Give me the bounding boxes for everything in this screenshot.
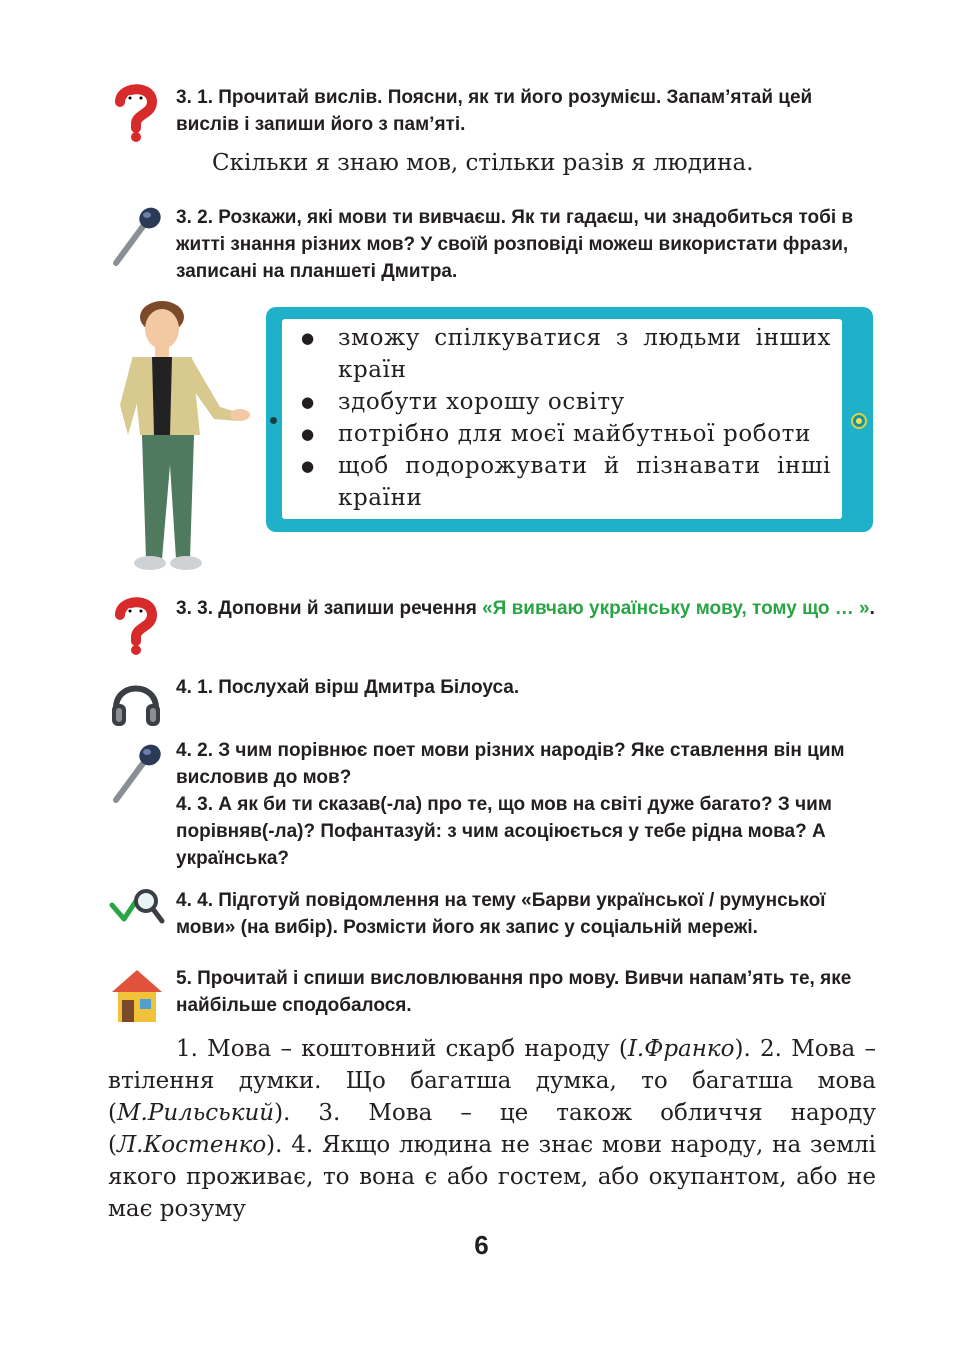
microphone-icon	[108, 205, 162, 267]
task-5: 5. Прочитай і спиши висловлювання про мову. Вивчи напам’ять те, яке найбільше сподобалося.	[176, 968, 852, 1016]
page-number: 6	[474, 1230, 489, 1260]
list-item: ● здобути хорошу освіту	[286, 386, 831, 418]
quotes-paragraph	[108, 1033, 876, 1225]
list-item: ● потрібно для моєї майбутньої роботи	[286, 418, 831, 450]
prose-text: ). 2. Мова – втілення думки. Що багатша думка, то багатша мова (	[108, 1036, 876, 1126]
tablet-home-button	[851, 413, 867, 429]
tablet-camera	[270, 417, 277, 424]
quote: Скільки я знаю мов, стільки разів я людина.	[212, 150, 754, 176]
task-3-3-sentence: «Я вивчаю українську мову, тому що … »	[482, 598, 870, 619]
task-4-1: 4. 1. Послухай вірш Дмитра Білоуса.	[176, 677, 520, 698]
prose-text: 1. Мова – коштовний скарб народу (	[176, 1036, 628, 1062]
task-4-4: 4. 4. Підготуй повідомлення на тему «Барви української / румунської мови» (на вибір). Розмісти його як запис у соціальній мережі.	[176, 890, 826, 938]
task-3-3-end: .	[869, 598, 875, 619]
boy-illustration	[110, 295, 270, 575]
magnifier-check-icon	[108, 885, 166, 931]
author-kostenko: Л.Костенко	[116, 1132, 267, 1158]
headphones-icon	[108, 672, 164, 730]
house-icon	[110, 966, 164, 1026]
task-4-2: 4. 2. З чим порівнює поет мови різних народів? Яке ставлення він цим висловив до мов?	[176, 740, 845, 788]
task-3-3-text: 3. 3. Доповни й запиши речення	[176, 598, 483, 619]
list-item: ● щоб подорожувати й пізнавати інші країни	[286, 450, 831, 514]
question-icon	[110, 595, 162, 657]
microphone-icon	[108, 742, 162, 804]
author-franko: І.Франко	[627, 1036, 735, 1062]
list-item: ● зможу спілкуватися з людьми інших країн	[286, 322, 831, 386]
question-icon	[110, 82, 162, 144]
prose-text: ). 3. Мова – це також обличчя народу (	[108, 1100, 876, 1158]
task-3-3	[176, 595, 876, 622]
prose-text: ). 4. Якщо людина не знає мови народу, на землі якого проживає, то вона є або гостем, або окупантом, або не має розуму	[108, 1132, 876, 1222]
task-4-3: 4. 3. А як би ти сказав(-ла) про те, що мов на світі дуже багато? З чим порівняв(-ла)? Пофантазуй: з чим асоціюється у тебе рідна мова? А українська?	[176, 794, 832, 869]
task-3-2: 3. 2. Розкажи, які мови ти вивчаєш. Як ти гадаєш, чи знадобиться тобі в житті знання різних мов? У своїй розповіді можеш використати фрази, записані на планшеті Дмитра.	[176, 207, 854, 282]
task-3-1: 3. 1. Прочитай вислів. Поясни, як ти його розумієш. Запам’ятай цей вислів і запиши його з пам’яті.	[176, 87, 813, 135]
author-rylskyi: М.Рильський	[116, 1100, 275, 1126]
tablet-phrase-list	[286, 322, 831, 514]
